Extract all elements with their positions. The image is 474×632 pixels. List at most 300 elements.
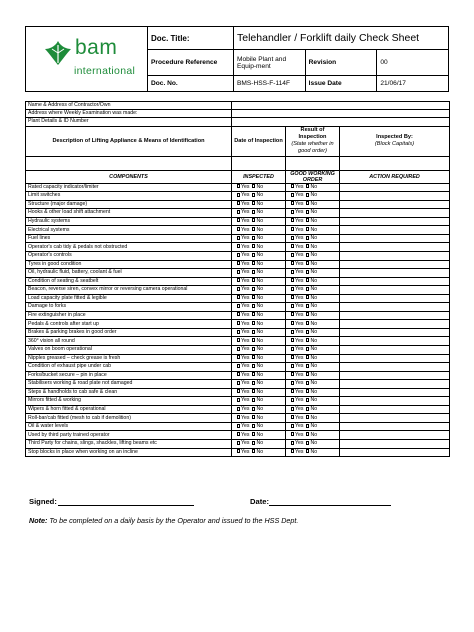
action-cell[interactable] bbox=[340, 414, 450, 423]
no-label: No bbox=[310, 217, 318, 224]
yes-checkbox-icon[interactable] bbox=[237, 193, 240, 197]
action-cell[interactable] bbox=[340, 260, 450, 269]
bam-logo bbox=[29, 33, 139, 85]
yes-label: Yes bbox=[241, 320, 250, 327]
yes-label: Yes bbox=[241, 414, 250, 421]
yes-label: Yes bbox=[295, 235, 304, 242]
no-label: No bbox=[256, 294, 264, 301]
no-label: No bbox=[256, 380, 264, 387]
action-cell[interactable] bbox=[340, 328, 450, 337]
yes-checkbox-icon[interactable] bbox=[291, 355, 294, 359]
yes-checkbox-icon[interactable] bbox=[291, 398, 294, 402]
action-cell[interactable] bbox=[340, 320, 450, 329]
yes-checkbox-icon[interactable] bbox=[291, 184, 294, 188]
info-field[interactable] bbox=[232, 110, 450, 118]
action-cell[interactable] bbox=[340, 354, 450, 363]
no-label: No bbox=[256, 363, 264, 370]
yes-checkbox-icon[interactable] bbox=[291, 295, 294, 299]
yes-label: Yes bbox=[241, 397, 250, 404]
inspected-cell bbox=[232, 354, 286, 363]
no-label: No bbox=[256, 423, 264, 430]
inspected-cell bbox=[232, 192, 286, 201]
no-label: No bbox=[256, 448, 264, 455]
no-label: No bbox=[256, 269, 264, 276]
yes-checkbox-icon[interactable] bbox=[237, 236, 240, 240]
no-label: No bbox=[256, 346, 264, 353]
result-header-text: Result of Inspection bbox=[298, 127, 327, 141]
component-row bbox=[26, 286, 450, 295]
yes-checkbox-icon[interactable] bbox=[291, 407, 294, 411]
action-cell[interactable] bbox=[340, 234, 450, 243]
no-label: No bbox=[310, 320, 318, 327]
info-label: Name & Address of Contractor/Own bbox=[26, 102, 232, 110]
document-header bbox=[25, 26, 449, 92]
yes-checkbox-icon[interactable] bbox=[237, 389, 240, 393]
blank-cell[interactable] bbox=[232, 156, 286, 170]
yes-checkbox-icon[interactable] bbox=[291, 270, 294, 274]
action-cell[interactable] bbox=[340, 440, 450, 449]
no-label: No bbox=[310, 354, 318, 361]
yes-label: Yes bbox=[295, 200, 304, 207]
yes-label: Yes bbox=[295, 371, 304, 378]
yes-checkbox-icon[interactable] bbox=[291, 210, 294, 214]
revision-label: Revision bbox=[305, 50, 377, 76]
no-label: No bbox=[310, 448, 318, 455]
component-row bbox=[26, 440, 450, 449]
component-row bbox=[26, 388, 450, 397]
yes-checkbox-icon[interactable] bbox=[237, 355, 240, 359]
yes-label: Yes bbox=[295, 260, 304, 267]
component-name: Limit switches bbox=[26, 192, 232, 201]
no-label: No bbox=[310, 423, 318, 430]
yes-checkbox-icon[interactable] bbox=[291, 321, 294, 325]
yes-label: Yes bbox=[241, 209, 250, 216]
component-name: Stop blocks in place when working on an incline bbox=[26, 448, 232, 457]
component-row bbox=[26, 226, 450, 235]
good-order-cell bbox=[286, 251, 340, 260]
yes-label: Yes bbox=[241, 354, 250, 361]
yes-checkbox-icon[interactable] bbox=[237, 432, 240, 436]
yes-label: Yes bbox=[241, 388, 250, 395]
component-name: Pedals & controls after start up bbox=[26, 320, 232, 329]
yes-checkbox-icon[interactable] bbox=[237, 270, 240, 274]
good-order-cell bbox=[286, 226, 340, 235]
yes-checkbox-icon[interactable] bbox=[237, 407, 240, 411]
yes-label: Yes bbox=[241, 200, 250, 207]
yes-label: Yes bbox=[241, 346, 250, 353]
yes-checkbox-icon[interactable] bbox=[291, 364, 294, 368]
footer-note bbox=[29, 516, 298, 525]
info-row bbox=[26, 102, 450, 110]
action-cell[interactable] bbox=[340, 226, 450, 235]
good-order-header: GOOD WORKING ORDER bbox=[286, 170, 340, 183]
yes-checkbox-icon[interactable] bbox=[237, 424, 240, 428]
action-cell[interactable] bbox=[340, 388, 450, 397]
inspected-cell bbox=[232, 294, 286, 303]
date-label: Date: bbox=[250, 497, 269, 506]
action-cell[interactable] bbox=[340, 286, 450, 295]
yes-checkbox-icon[interactable] bbox=[237, 347, 240, 351]
action-header: ACTION REQUIRED bbox=[340, 170, 450, 183]
yes-checkbox-icon[interactable] bbox=[291, 389, 294, 393]
yes-checkbox-icon[interactable] bbox=[291, 218, 294, 222]
no-label: No bbox=[256, 371, 264, 378]
inspected-cell bbox=[232, 388, 286, 397]
no-label: No bbox=[310, 440, 318, 447]
yes-label: Yes bbox=[295, 406, 304, 412]
inspected-cell bbox=[232, 217, 286, 226]
component-row bbox=[26, 328, 450, 337]
yes-checkbox-icon[interactable] bbox=[237, 244, 240, 248]
inspected-cell bbox=[232, 226, 286, 235]
action-cell[interactable] bbox=[340, 303, 450, 312]
good-order-cell bbox=[286, 200, 340, 209]
action-cell[interactable] bbox=[340, 448, 450, 457]
doc-no-value: BMS-HSS-F-114F bbox=[234, 76, 306, 92]
inspected-cell bbox=[232, 320, 286, 329]
component-row bbox=[26, 405, 450, 414]
action-cell[interactable] bbox=[340, 371, 450, 380]
blank-cell[interactable] bbox=[286, 156, 340, 170]
yes-checkbox-icon[interactable] bbox=[237, 330, 240, 334]
no-label: No bbox=[256, 235, 264, 242]
action-cell[interactable] bbox=[340, 217, 450, 226]
yes-label: Yes bbox=[241, 406, 250, 412]
no-label: No bbox=[310, 363, 318, 370]
result-header bbox=[286, 126, 340, 156]
no-label: No bbox=[256, 252, 264, 259]
component-name: 360° vision all round bbox=[26, 337, 232, 346]
blank-cell[interactable] bbox=[340, 156, 450, 170]
action-cell[interactable] bbox=[340, 346, 450, 355]
no-label: No bbox=[310, 303, 318, 310]
yes-checkbox-icon[interactable] bbox=[237, 321, 240, 325]
action-cell[interactable] bbox=[340, 311, 450, 320]
components-header: COMPONENTS bbox=[26, 170, 232, 183]
yes-checkbox-icon[interactable] bbox=[237, 295, 240, 299]
component-row bbox=[26, 260, 450, 269]
yes-checkbox-icon[interactable] bbox=[291, 372, 294, 376]
no-label: No bbox=[310, 431, 318, 438]
blank-cell[interactable] bbox=[26, 156, 232, 170]
inspected-cell bbox=[232, 328, 286, 337]
action-cell[interactable] bbox=[340, 363, 450, 372]
issue-date-value: 21/06/17 bbox=[377, 76, 449, 92]
yes-checkbox-icon[interactable] bbox=[237, 449, 240, 453]
action-cell[interactable] bbox=[340, 422, 450, 431]
good-order-cell bbox=[286, 414, 340, 423]
no-label: No bbox=[310, 294, 318, 301]
yes-label: Yes bbox=[241, 277, 250, 284]
yes-checkbox-icon[interactable] bbox=[237, 441, 240, 445]
good-order-cell bbox=[286, 209, 340, 218]
component-name: Condition of exhaust pipe under cab bbox=[26, 363, 232, 372]
yes-checkbox-icon[interactable] bbox=[291, 304, 294, 308]
yes-checkbox-icon[interactable] bbox=[291, 330, 294, 334]
no-label: No bbox=[310, 397, 318, 404]
component-row bbox=[26, 346, 450, 355]
yes-checkbox-icon[interactable] bbox=[291, 244, 294, 248]
good-order-cell bbox=[286, 192, 340, 201]
no-label: No bbox=[310, 183, 318, 190]
yes-label: Yes bbox=[241, 329, 250, 336]
yes-label: Yes bbox=[295, 243, 304, 250]
action-cell[interactable] bbox=[340, 269, 450, 278]
component-row bbox=[26, 354, 450, 363]
yes-label: Yes bbox=[295, 354, 304, 361]
inspected-cell bbox=[232, 260, 286, 269]
inspected-cell bbox=[232, 371, 286, 380]
yes-checkbox-icon[interactable] bbox=[291, 432, 294, 436]
component-name: Operator's controls bbox=[26, 251, 232, 260]
good-order-cell bbox=[286, 354, 340, 363]
no-label: No bbox=[256, 414, 264, 421]
no-label: No bbox=[256, 183, 264, 190]
yes-checkbox-icon[interactable] bbox=[237, 338, 240, 342]
no-label: No bbox=[310, 260, 318, 267]
yes-checkbox-icon[interactable] bbox=[237, 381, 240, 385]
component-row bbox=[26, 448, 450, 457]
yes-checkbox-icon[interactable] bbox=[237, 372, 240, 376]
description-header bbox=[26, 126, 232, 156]
yes-checkbox-icon[interactable] bbox=[291, 278, 294, 282]
yes-checkbox-icon[interactable] bbox=[291, 312, 294, 316]
no-label: No bbox=[310, 209, 318, 216]
yes-label: Yes bbox=[295, 286, 304, 293]
no-label: No bbox=[256, 329, 264, 336]
yes-checkbox-icon[interactable] bbox=[291, 201, 294, 205]
yes-label: Yes bbox=[295, 269, 304, 276]
yes-checkbox-icon[interactable] bbox=[291, 261, 294, 265]
yes-label: Yes bbox=[295, 448, 304, 455]
inspected-cell bbox=[232, 346, 286, 355]
yes-label: Yes bbox=[295, 431, 304, 438]
no-label: No bbox=[310, 277, 318, 284]
yes-checkbox-icon[interactable] bbox=[291, 381, 294, 385]
component-row bbox=[26, 303, 450, 312]
inspected-header: INSPECTED bbox=[232, 170, 286, 183]
inspected-cell bbox=[232, 337, 286, 346]
company-name: bam bbox=[75, 36, 118, 59]
action-cell[interactable] bbox=[340, 183, 450, 192]
yes-checkbox-icon[interactable] bbox=[237, 201, 240, 205]
yes-checkbox-icon[interactable] bbox=[291, 449, 294, 453]
yes-checkbox-icon[interactable] bbox=[291, 287, 294, 291]
action-cell[interactable] bbox=[340, 243, 450, 252]
yes-checkbox-icon[interactable] bbox=[291, 236, 294, 240]
yes-checkbox-icon[interactable] bbox=[237, 278, 240, 282]
component-row bbox=[26, 243, 450, 252]
yes-label: Yes bbox=[295, 414, 304, 421]
yes-checkbox-icon[interactable] bbox=[291, 441, 294, 445]
signature-line[interactable] bbox=[58, 505, 194, 506]
doc-no-label: Doc. No. bbox=[148, 76, 234, 92]
action-cell[interactable] bbox=[340, 200, 450, 209]
good-order-cell bbox=[286, 311, 340, 320]
no-label: No bbox=[310, 346, 318, 353]
yes-label: Yes bbox=[295, 346, 304, 353]
no-label: No bbox=[310, 252, 318, 259]
action-cell[interactable] bbox=[340, 192, 450, 201]
no-label: No bbox=[256, 354, 264, 361]
component-name: Hydraulic systems bbox=[26, 217, 232, 226]
inspected-cell bbox=[232, 183, 286, 192]
yes-label: Yes bbox=[241, 243, 250, 250]
info-row bbox=[26, 118, 450, 126]
yes-checkbox-icon[interactable] bbox=[237, 184, 240, 188]
inspected-by-text: Inspected By: bbox=[376, 134, 413, 141]
no-label: No bbox=[256, 303, 264, 310]
yes-label: Yes bbox=[241, 269, 250, 276]
yes-checkbox-icon[interactable] bbox=[291, 227, 294, 231]
yes-checkbox-icon[interactable] bbox=[291, 415, 294, 419]
action-cell[interactable] bbox=[340, 380, 450, 389]
yes-checkbox-icon[interactable] bbox=[291, 193, 294, 197]
inspected-cell bbox=[232, 414, 286, 423]
yes-checkbox-icon[interactable] bbox=[237, 312, 240, 316]
component-name: Third Party for chains, slings, shackles, lifting beams etc bbox=[26, 440, 232, 449]
yes-checkbox-icon[interactable] bbox=[237, 398, 240, 402]
yes-label: Yes bbox=[241, 380, 250, 387]
bam-leaf-icon bbox=[43, 39, 73, 67]
action-cell[interactable] bbox=[340, 431, 450, 440]
component-row bbox=[26, 277, 450, 286]
yes-checkbox-icon[interactable] bbox=[291, 347, 294, 351]
component-name: Damage to forks bbox=[26, 303, 232, 312]
no-label: No bbox=[256, 260, 264, 267]
component-name: Condition of seating & seatbelt bbox=[26, 277, 232, 286]
good-order-cell bbox=[286, 234, 340, 243]
yes-label: Yes bbox=[241, 226, 250, 233]
no-label: No bbox=[310, 286, 318, 293]
yes-checkbox-icon[interactable] bbox=[291, 424, 294, 428]
description-header-text: Description of Lifting Appliance & Means of Identification bbox=[52, 137, 205, 144]
yes-checkbox-icon[interactable] bbox=[237, 210, 240, 214]
date-header bbox=[232, 126, 286, 156]
good-order-cell bbox=[286, 217, 340, 226]
component-row bbox=[26, 397, 450, 406]
component-name: Wipers & horn fitted & operational bbox=[26, 405, 232, 414]
component-name: Nipples greased – check grease is fresh bbox=[26, 354, 232, 363]
component-row bbox=[26, 200, 450, 209]
good-order-cell bbox=[286, 448, 340, 457]
no-label: No bbox=[256, 217, 264, 224]
no-label: No bbox=[310, 226, 318, 233]
yes-label: Yes bbox=[241, 294, 250, 301]
yes-checkbox-icon[interactable] bbox=[291, 338, 294, 342]
good-order-cell bbox=[286, 269, 340, 278]
info-field[interactable] bbox=[232, 102, 450, 110]
component-row bbox=[26, 294, 450, 303]
component-name: Oil, hydraulic fluid, battery, coolant & fuel bbox=[26, 269, 232, 278]
no-label: No bbox=[256, 440, 264, 447]
yes-label: Yes bbox=[241, 183, 250, 190]
yes-checkbox-icon[interactable] bbox=[291, 253, 294, 257]
blank-entry-row bbox=[26, 156, 450, 170]
inspected-cell bbox=[232, 286, 286, 295]
component-name: Used by third party trained operator bbox=[26, 431, 232, 440]
good-order-cell bbox=[286, 303, 340, 312]
no-label: No bbox=[310, 371, 318, 378]
yes-label: Yes bbox=[241, 431, 250, 438]
yes-checkbox-icon[interactable] bbox=[237, 415, 240, 419]
component-name: Beacon, reverse siren, convex mirror or reversing camera operational bbox=[26, 286, 232, 295]
component-name: Steps & handholds to cab safe & clean bbox=[26, 388, 232, 397]
yes-label: Yes bbox=[295, 226, 304, 233]
info-row bbox=[26, 110, 450, 118]
yes-label: Yes bbox=[295, 388, 304, 395]
good-order-cell bbox=[286, 346, 340, 355]
yes-label: Yes bbox=[295, 320, 304, 327]
good-order-cell bbox=[286, 363, 340, 372]
component-row bbox=[26, 380, 450, 389]
inspected-cell bbox=[232, 303, 286, 312]
table-head-row bbox=[26, 126, 450, 156]
inspected-by-note: (Block Capitals) bbox=[374, 141, 415, 148]
action-cell[interactable] bbox=[340, 405, 450, 414]
yes-checkbox-icon[interactable] bbox=[237, 218, 240, 222]
info-field[interactable] bbox=[232, 118, 450, 126]
no-label: No bbox=[310, 200, 318, 207]
no-label: No bbox=[256, 200, 264, 207]
component-row bbox=[26, 251, 450, 260]
inspected-cell bbox=[232, 448, 286, 457]
yes-label: Yes bbox=[241, 337, 250, 344]
date-line[interactable] bbox=[269, 505, 391, 506]
yes-checkbox-icon[interactable] bbox=[237, 287, 240, 291]
no-label: No bbox=[310, 380, 318, 387]
no-label: No bbox=[256, 406, 264, 412]
no-label: No bbox=[310, 235, 318, 242]
no-label: No bbox=[310, 243, 318, 250]
inspected-cell bbox=[232, 380, 286, 389]
component-name: Fuel lines bbox=[26, 234, 232, 243]
action-cell[interactable] bbox=[340, 251, 450, 260]
action-cell[interactable] bbox=[340, 209, 450, 218]
yes-label: Yes bbox=[241, 192, 250, 199]
yes-checkbox-icon[interactable] bbox=[237, 227, 240, 231]
component-name: Tyres in good condition bbox=[26, 260, 232, 269]
no-label: No bbox=[256, 431, 264, 438]
good-order-cell bbox=[286, 294, 340, 303]
yes-label: Yes bbox=[295, 277, 304, 284]
action-cell[interactable] bbox=[340, 397, 450, 406]
column-header-row bbox=[26, 170, 450, 183]
yes-label: Yes bbox=[295, 303, 304, 310]
company-sub: international bbox=[74, 65, 136, 77]
component-name: Forks/bucket secure – pin in place bbox=[26, 371, 232, 380]
good-order-cell bbox=[286, 431, 340, 440]
yes-label: Yes bbox=[295, 397, 304, 404]
yes-checkbox-icon[interactable] bbox=[237, 253, 240, 257]
component-name: Valves on boom operational bbox=[26, 346, 232, 355]
action-cell[interactable] bbox=[340, 337, 450, 346]
good-order-cell bbox=[286, 320, 340, 329]
note-label: Note: bbox=[29, 516, 48, 525]
good-order-cell bbox=[286, 422, 340, 431]
result-header-note: (State whether in good order) bbox=[291, 141, 334, 155]
action-cell[interactable] bbox=[340, 277, 450, 286]
inspected-cell bbox=[232, 440, 286, 449]
yes-label: Yes bbox=[295, 209, 304, 216]
yes-checkbox-icon[interactable] bbox=[237, 261, 240, 265]
component-name: Load capacity plate fitted & legible bbox=[26, 294, 232, 303]
yes-checkbox-icon[interactable] bbox=[237, 364, 240, 368]
no-label: No bbox=[310, 337, 318, 344]
inspected-cell bbox=[232, 311, 286, 320]
yes-checkbox-icon[interactable] bbox=[237, 304, 240, 308]
action-cell[interactable] bbox=[340, 294, 450, 303]
